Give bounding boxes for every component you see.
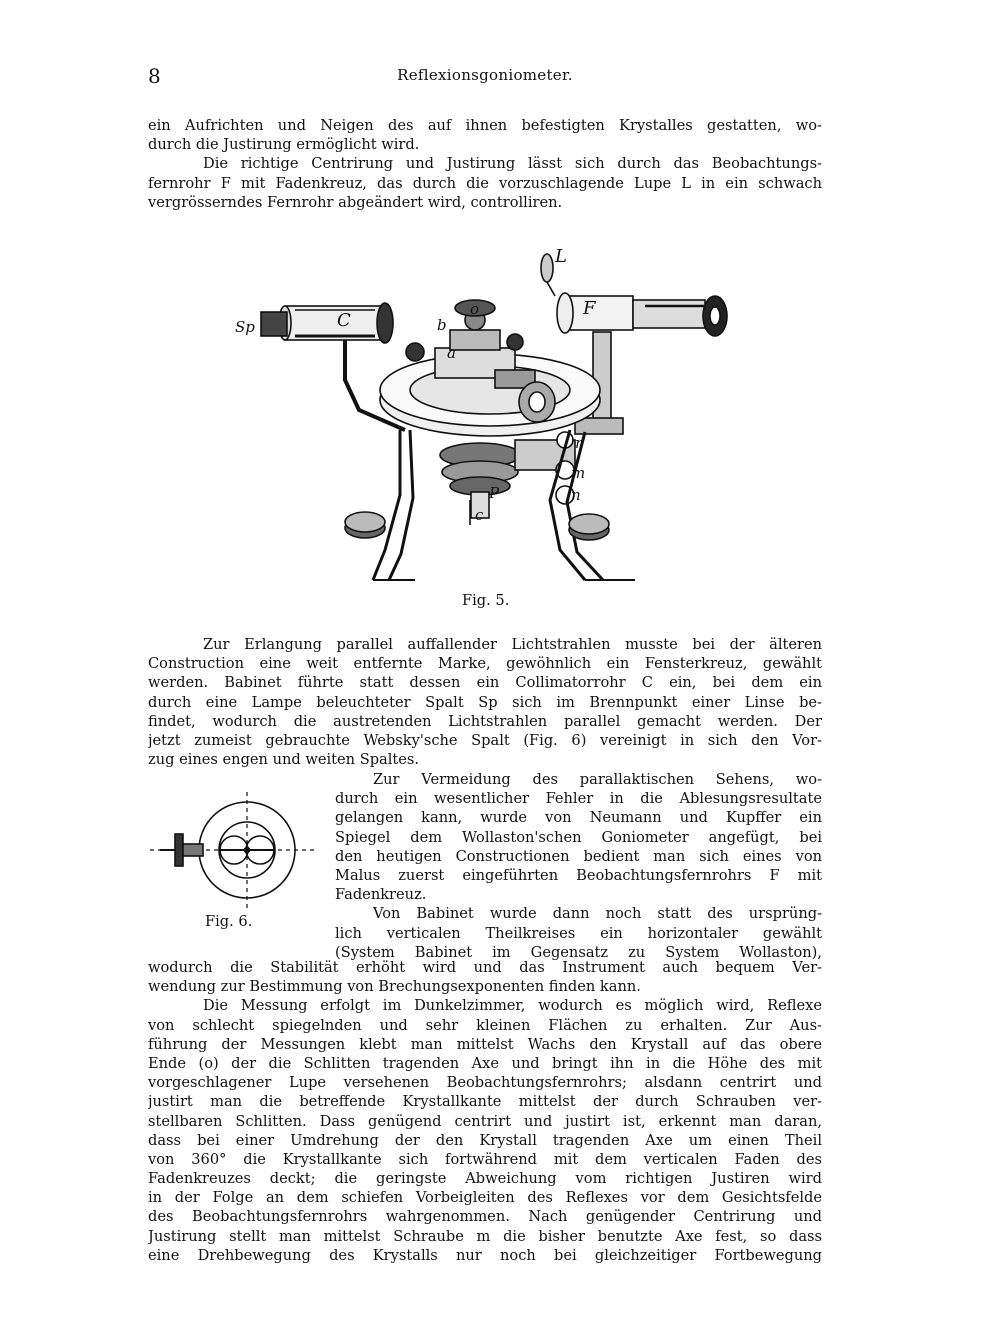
paragraph-2 (148, 635, 822, 769)
text-line: wodurch die Stabilität erhöht wird und das Instrument auch bequem Ver- (148, 959, 822, 976)
text-line: vergrösserndes Fernrohr abgeändert wird, controlliren. (148, 193, 563, 211)
label-a: a (447, 344, 456, 362)
text-line: werden. Babinet führte statt dessen ein Collimatorrohr C ein, bei dem ein (148, 674, 822, 692)
paragraph-4-5 (148, 958, 822, 1265)
text-line: wendung zur Bestimmung von Brechungsexponenten finden kann. (148, 978, 641, 996)
text-line: ein Aufrichten und Neigen des auf ihnen befestigten Krystalles gestatten, wo- (148, 117, 822, 134)
figure-5-goniometer-illustration (225, 240, 750, 600)
label-F: F (583, 298, 596, 319)
text-line: Fadenkreuz. (335, 886, 427, 904)
running-title: Reflexionsgoniometer. (397, 66, 573, 84)
label-L: L (555, 246, 567, 267)
text-line: in der Folge an dem schiefen Vorbeigleiten des Reflexes vor dem Gesichtsfelde (148, 1189, 822, 1207)
telescope-tube (541, 254, 727, 336)
label-c: c (475, 506, 484, 524)
text-line: durch eine Lampe beleuchteter Spalt Sp sich im Brennpunkt einer Linse be- (148, 693, 822, 711)
label-o: o (470, 300, 480, 318)
text-line: von schlecht spiegelnden und sehr kleinen Flächen zu erhalten. Zur Aus- (148, 1016, 822, 1034)
text-line: zug eines engen und weiten Spaltes. (148, 751, 420, 769)
text-line: Von Babinet wurde dann noch statt des ursprüng- (373, 905, 822, 923)
label-P: P (489, 484, 500, 502)
figure-5-caption: Fig. 5. (462, 592, 510, 609)
text-line: von 360° die Krystallkante sich fortwährend mit dem verticalen Faden des (148, 1150, 822, 1168)
text-line: Ende (o) der die Schlitten tragenden Axe und bringt ihn in die Höhe des mit (148, 1054, 822, 1072)
page-number: 8 (148, 64, 161, 88)
text-line: jetzt zumeist gebrauchte Websky'sche Spalt (Fig. 6) vereinigt in sich den Vor- (148, 731, 822, 749)
text-line: findet, wodurch die austretenden Lichtstrahlen parallel gemacht werden. Der (148, 712, 822, 730)
text-line: Zur Vermeidung des parallaktischen Sehens, wo- (373, 771, 822, 788)
label-r: r (575, 434, 583, 452)
text-line: Fadenkreuzes deckt; die geringste Abweichung vom richtigen Justiren wird (148, 1170, 822, 1188)
text-line: vorgeschlagener Lupe versehenen Beobachtungsfernrohrs; alsdann centrirt und (148, 1074, 822, 1092)
collimator-tube (261, 303, 393, 343)
text-line: (System Babinet im Gegensatz zu System Wollaston), (335, 943, 822, 961)
text-line: gelangen kann, wurde von Neumann und Kupffer ein (335, 809, 822, 827)
text-line: Die Messung erfolgt im Dunkelzimmer, wodurch es möglich wird, Reflexe (203, 997, 822, 1015)
label-m: m (571, 464, 586, 482)
label-n: n (571, 486, 581, 504)
text-line: durch ein wesentlicher Fehler in die Ablesungsresultate (335, 790, 822, 808)
vernier-drum (519, 382, 555, 422)
text-line: Construction eine weit entfernte Marke, gewöhnlich ein Fensterkreuz, gewählt (148, 655, 822, 673)
goniometer-drawing (225, 240, 750, 600)
label-C: C (337, 310, 351, 331)
text-line: Die richtige Centrirung und Justirung lässt sich durch das Beobachtungs- (203, 155, 822, 173)
text-line: fernrohr F mit Fadenkreuz, das durch die vorzuschlagende Lupe L in ein schwach (148, 174, 822, 192)
text-line: lich verticalen Theilkreises ein horizontaler gewählt (335, 924, 822, 942)
text-line: den heutigen Constructionen bedient man sich eines von (335, 847, 822, 865)
paragraph-1 (148, 116, 822, 212)
text-line: Zur Erlangung parallel auffallender Lichtstrahlen musste bei der älteren (203, 636, 822, 653)
page-header (148, 64, 822, 88)
text-line: des Beobachtungsfernrohrs wahrgenommen. Nach genügender Centrirung und (148, 1208, 822, 1226)
text-line: Justirung stellt man mittelst Schraube m die bisher benutzte Axe fest, so dass (148, 1227, 822, 1245)
figure-6-caption: Fig. 6. (205, 913, 253, 930)
text-line: stellbaren Schlitten. Dass genügend centrirt und justirt ist, erkennt man daran, (148, 1112, 822, 1130)
text-line: justirt man die betreffende Krystallkante mittelst der durch Schrauben ver- (148, 1093, 822, 1111)
text-line: Spiegel dem Wollaston'schen Goniometer angefügt, bei (335, 828, 822, 846)
label-Sp: Sp (235, 318, 255, 336)
text-line: dass bei einer Umdrehung der den Krystall tragenden Axe um einen Theil (148, 1131, 822, 1149)
text-line: durch die Justirung ermöglicht wird. (148, 136, 420, 154)
label-b: b (437, 316, 447, 334)
paragraph-3-wrapped (335, 770, 822, 962)
text-line: führung der Messungen klebt man mittelst Wachs den Krystall auf das obere (148, 1035, 822, 1053)
text-line: eine Drehbewegung des Krystalls nur noch bei gleichzeitiger Fortbewegung (148, 1246, 822, 1264)
text-line: Malus zuerst eingeführten Beobachtungsfernrohrs F mit (335, 866, 822, 884)
